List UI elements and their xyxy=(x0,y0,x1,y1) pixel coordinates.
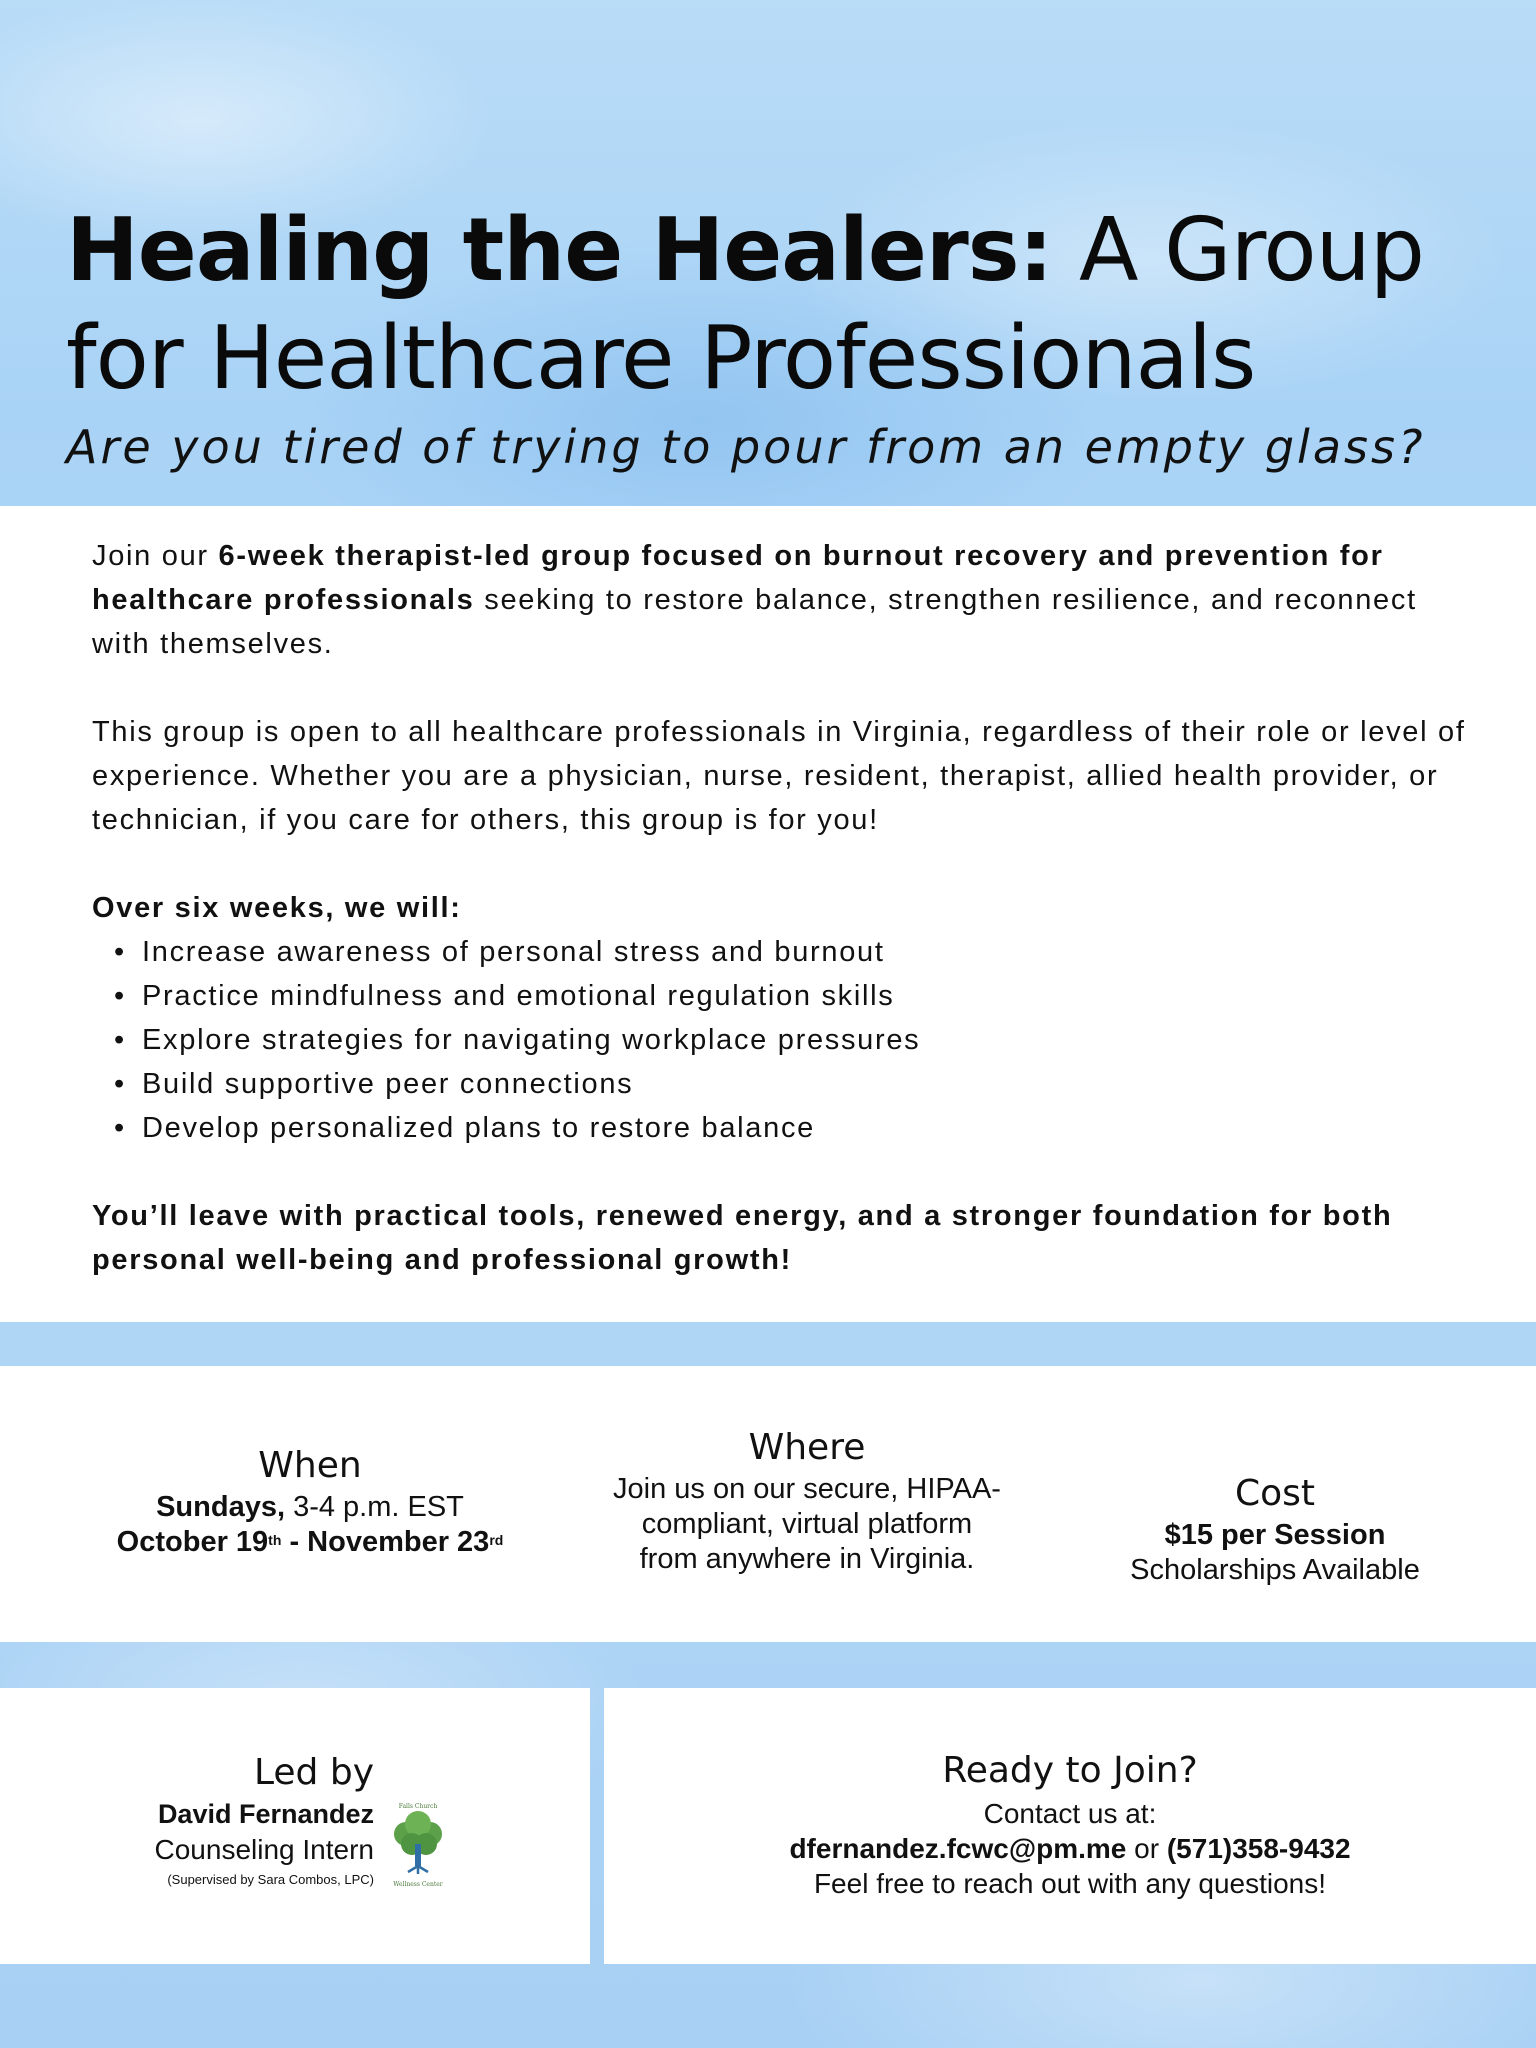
leader-role: Counseling Intern xyxy=(154,1834,374,1865)
benefit-item: • Increase awareness of personal stress and burnout xyxy=(114,930,1472,974)
closing-paragraph xyxy=(92,1194,1472,1282)
leader-name: David Fernandez xyxy=(157,1799,374,1829)
leader-heading: Led by xyxy=(253,1752,374,1793)
contact-phone[interactable]: (571)358-9432 xyxy=(1166,1833,1351,1864)
where-line: from anywhere in Virginia. xyxy=(639,1543,975,1575)
intro-lead: Join our xyxy=(92,540,219,572)
cost-heading: Cost xyxy=(1234,1473,1316,1514)
benefits-heading xyxy=(92,886,1472,930)
benefit-item: • Build supportive peer connections xyxy=(114,1062,1472,1106)
benefit-item: • Practice mindfulness and emotional regulation skills xyxy=(114,974,1472,1018)
logo-text-top: Falls Church xyxy=(398,1803,438,1810)
start-date-suffix: th xyxy=(268,1532,282,1548)
intro-paragraph xyxy=(92,534,1472,666)
contact-or: or xyxy=(1126,1833,1167,1864)
contact-section xyxy=(650,1748,1490,1901)
contact-heading: Ready to Join? xyxy=(942,1750,1198,1791)
contact-email[interactable]: dfernandez.fcwc@pm.me xyxy=(789,1833,1127,1864)
when-heading: When xyxy=(258,1445,362,1486)
benefits-heading-text: Over six weeks, we will: xyxy=(92,892,462,924)
when-schedule xyxy=(90,1490,530,1525)
leader-section xyxy=(100,1750,374,1892)
contact-methods xyxy=(650,1831,1490,1866)
logo-text-bottom: Wellness Center xyxy=(393,1881,443,1888)
closing-text: You’ll leave with practical tools, renewed energy, and a stronger foundation for both personal well-being and professional growth! xyxy=(92,1200,1393,1276)
cost-price: $15 per Session xyxy=(1164,1519,1386,1551)
description-text xyxy=(92,534,1472,1282)
start-date: October 19 xyxy=(116,1526,269,1558)
when-day: Sundays, xyxy=(156,1491,286,1523)
benefit-item: • Explore strategies for navigating workplace pressures xyxy=(114,1018,1472,1062)
contact-intro: Contact us at: xyxy=(983,1798,1157,1829)
end-date: - November 23 xyxy=(281,1526,490,1558)
intro-bold: 6-week therapist-led group focused on burnout recovery and prevention for healthcare professionals xyxy=(92,540,1384,616)
where-line: compliant, virtual platform xyxy=(641,1508,973,1540)
when-section xyxy=(90,1444,530,1560)
title-bold-part: Healing the Healers: xyxy=(66,199,1053,301)
where-heading: Where xyxy=(748,1427,866,1468)
leader-supervision: (Supervised by Sara Combos, LPC) xyxy=(167,1872,374,1887)
when-time: 3-4 p.m. EST xyxy=(285,1491,464,1523)
contact-note: Feel free to reach out with any questions! xyxy=(813,1868,1327,1899)
flyer-title xyxy=(66,196,1486,412)
benefits-list xyxy=(92,930,1472,1150)
end-date-suffix: rd xyxy=(489,1532,504,1548)
audience-paragraph: This group is open to all healthcare professionals in Virginia, regardless of their role or level of experience. Whether you are a physician, nurse, resident, therapist, allied health provider, or technician, if you care for others, this group is for you! xyxy=(92,716,1466,836)
cost-section xyxy=(1080,1472,1470,1588)
where-line: Join us on our secure, HIPAA- xyxy=(613,1473,1001,1505)
benefit-item: • Develop personalized plans to restore balance xyxy=(114,1106,1472,1150)
flyer-subtitle: Are you tired of trying to pour from an empty glass? xyxy=(66,420,1426,474)
when-dates xyxy=(90,1525,530,1560)
where-section xyxy=(590,1426,1024,1577)
title-rest-part: A Group for Healthcare Professionals xyxy=(66,199,1425,409)
cost-note: Scholarships Available xyxy=(1130,1554,1420,1586)
wellness-center-logo xyxy=(386,1800,450,1890)
intro-rest: seeking to restore balance, strengthen resilience, and reconnect with themselves. xyxy=(92,584,1417,660)
